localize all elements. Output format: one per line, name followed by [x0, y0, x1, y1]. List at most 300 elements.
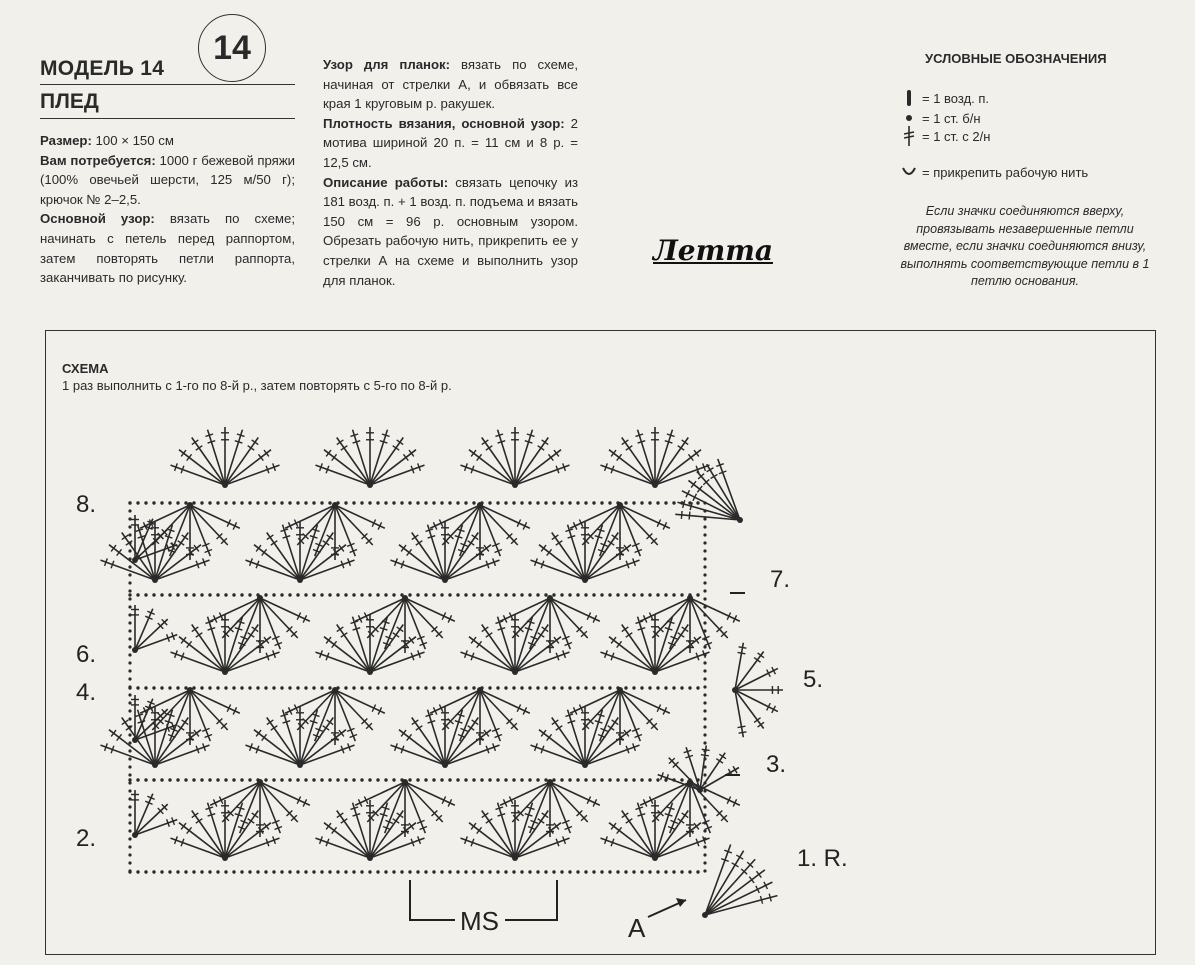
chain-dot	[216, 686, 219, 689]
chain-dot	[576, 686, 579, 689]
chain-dot	[128, 565, 131, 568]
chain-dot	[432, 870, 435, 873]
chain-dot	[448, 593, 451, 596]
chain-dot	[608, 593, 611, 596]
chain-dot	[248, 593, 251, 596]
chain-dot	[696, 686, 699, 689]
chain-dot	[352, 501, 355, 504]
chain-dot	[703, 629, 706, 632]
chain-dot	[384, 686, 387, 689]
chain-dot	[128, 789, 131, 792]
chain-dot	[344, 778, 347, 781]
chain-dot	[128, 573, 131, 576]
chain-dot	[656, 686, 659, 689]
chain-dot	[272, 501, 275, 504]
chain-dot	[703, 525, 706, 528]
chain-dot	[703, 757, 706, 760]
chain-dot	[616, 593, 619, 596]
chain-dot	[520, 593, 523, 596]
chain-dot	[664, 686, 667, 689]
arrow-label: A	[628, 913, 646, 943]
chain-dot	[376, 501, 379, 504]
chain-dot	[592, 686, 595, 689]
chain-dot	[703, 717, 706, 720]
chain-dot	[664, 870, 667, 873]
chain-dot	[128, 693, 131, 696]
chain-dot	[208, 593, 211, 596]
chain-dot	[512, 501, 515, 504]
legend-title: УСЛОВНЫЕ ОБОЗНАЧЕНИЯ	[925, 51, 1107, 66]
chain-dot	[232, 870, 235, 873]
chain-dot	[224, 870, 227, 873]
chain-dot	[240, 501, 243, 504]
chain-dot	[592, 778, 595, 781]
chain-dot	[128, 597, 131, 600]
chain-dot	[512, 686, 515, 689]
chain-dot	[432, 501, 435, 504]
chain-dot	[416, 870, 419, 873]
row-label-2: 2.	[76, 825, 97, 852]
chain-dot	[703, 813, 706, 816]
chain-dot	[703, 589, 706, 592]
legend-note: Если значки соединяются вверху, провязывать незавершенные петли вместе, если значки соединяются внизу, выполнять соответствующие петли в 1 петлю основания.	[900, 204, 1150, 288]
size-paragraph: Размер: 100 × 150 см	[40, 133, 174, 148]
row-label-5: 5.	[803, 666, 824, 693]
chain-dot	[632, 778, 635, 781]
chain-dot	[296, 778, 299, 781]
chain-dot	[703, 829, 706, 832]
chain-dot	[488, 686, 491, 689]
chain-dot	[568, 778, 571, 781]
chain-dot	[352, 870, 355, 873]
chain-dot	[328, 686, 331, 689]
chain-dot	[560, 686, 563, 689]
chain-dot	[128, 797, 131, 800]
chain-dot	[128, 765, 131, 768]
chain-dot	[552, 501, 555, 504]
chain-dot	[144, 593, 147, 596]
chain-dot	[472, 686, 475, 689]
chain-dot	[656, 778, 659, 781]
chain-dot	[440, 686, 443, 689]
chain-dot	[592, 593, 595, 596]
chain-dot	[648, 778, 651, 781]
chain-dot	[320, 686, 323, 689]
chain-dot	[464, 593, 467, 596]
chain-dot	[128, 701, 131, 704]
chain-dot	[136, 686, 139, 689]
chain-dot	[440, 593, 443, 596]
chain-dot	[376, 593, 379, 596]
chain-dot	[696, 593, 699, 596]
chain-dot	[392, 593, 395, 596]
chain-dot	[703, 837, 706, 840]
chain-dot	[128, 593, 131, 596]
chain-dot	[360, 686, 363, 689]
chain-dot	[232, 778, 235, 781]
chain-dot	[328, 593, 331, 596]
chain-dot	[408, 870, 411, 873]
shell-fan-up	[530, 707, 639, 768]
shell-fan-up	[460, 800, 569, 861]
chain-dot	[472, 778, 475, 781]
chain-dot	[608, 778, 611, 781]
shell-fan-up	[460, 427, 569, 488]
chain-dot	[336, 870, 339, 873]
chain-dot	[616, 870, 619, 873]
chain-dot	[288, 501, 291, 504]
chain-dot	[360, 778, 363, 781]
chain-dot	[128, 533, 131, 536]
chain-dot	[392, 870, 395, 873]
chain-dot	[456, 778, 459, 781]
chain-dot	[200, 593, 203, 596]
chain-dot	[480, 593, 483, 596]
row-label-1: 1. R.	[797, 845, 848, 872]
chain-dot	[128, 581, 131, 584]
chain-dot	[224, 501, 227, 504]
chain-dot	[496, 501, 499, 504]
chain-dot	[128, 773, 131, 776]
chain-dot	[703, 645, 706, 648]
chain-dot	[696, 870, 699, 873]
chain-dot	[128, 813, 131, 816]
chain-dot	[496, 686, 499, 689]
chain-dot	[703, 669, 706, 672]
chain-dot	[640, 501, 643, 504]
shell-fan-up	[390, 707, 499, 768]
chain-dot	[128, 669, 131, 672]
chain-dot	[703, 597, 706, 600]
chain-dot	[128, 837, 131, 840]
chain-dot	[488, 593, 491, 596]
chain-dot	[128, 605, 131, 608]
chain-dot	[624, 686, 627, 689]
model-number-badge: 14	[198, 14, 266, 82]
chain-dot	[568, 593, 571, 596]
chain-dot	[416, 501, 419, 504]
chain-dot	[520, 501, 523, 504]
chain-dot	[703, 805, 706, 808]
chain-dot	[280, 686, 283, 689]
chain-dot	[528, 870, 531, 873]
chain-dot	[128, 645, 131, 648]
chain-dot	[608, 501, 611, 504]
chain-dot	[320, 501, 323, 504]
chain-dot	[128, 853, 131, 856]
chain-dot	[624, 778, 627, 781]
chain-dot	[280, 593, 283, 596]
chain-dot	[280, 778, 283, 781]
chain-dot	[128, 685, 131, 688]
chain-dot	[304, 593, 307, 596]
chain-dot	[416, 778, 419, 781]
chain-dot	[448, 870, 451, 873]
chain-dot	[703, 565, 706, 568]
chain-dot	[584, 686, 587, 689]
chain-dot	[384, 501, 387, 504]
chain-dot	[128, 778, 131, 781]
chain-dot	[168, 501, 171, 504]
chain-dot	[376, 778, 379, 781]
chain-dot	[703, 637, 706, 640]
shell-fan-up	[315, 800, 424, 861]
chain-dot	[128, 869, 131, 872]
chain-dot	[600, 778, 603, 781]
chain-dot	[288, 686, 291, 689]
chain-dot	[616, 686, 619, 689]
chain-dot	[176, 870, 179, 873]
chain-dot	[360, 501, 363, 504]
chain-dot	[632, 686, 635, 689]
chain-dot	[424, 501, 427, 504]
chain-dot	[688, 593, 691, 596]
chain-dot	[552, 870, 555, 873]
chain-dot	[656, 501, 659, 504]
chain-dot	[296, 870, 299, 873]
main-pattern-paragraph: Основной узор: вязать по схеме; начинать с петель перед раппортом, затем повторять петли раппорта, заканчивать по рисунку.	[40, 211, 295, 286]
chain-dot	[264, 778, 267, 781]
chain-dot	[216, 501, 219, 504]
chain-dot	[424, 778, 427, 781]
chain-dot	[703, 693, 706, 696]
chain-dot	[496, 870, 499, 873]
chain-dot	[160, 593, 163, 596]
chain-dot	[584, 870, 587, 873]
chain-dot	[536, 686, 539, 689]
chain-dot	[128, 749, 131, 752]
chain-dot	[664, 593, 667, 596]
chain-dot	[240, 870, 243, 873]
chain-dot	[128, 829, 131, 832]
chain-dot	[703, 741, 706, 744]
chain-dot	[456, 593, 459, 596]
chain-dot	[176, 593, 179, 596]
chain-dot	[128, 501, 131, 504]
chain-dot	[688, 778, 691, 781]
chain-dot	[520, 870, 523, 873]
chain-dot	[488, 778, 491, 781]
chain-dot	[248, 501, 251, 504]
chain-dot	[392, 501, 395, 504]
chain-dot	[216, 593, 219, 596]
chain-dot	[560, 778, 563, 781]
chain-dot	[128, 733, 131, 736]
row-label-8: 8.	[76, 491, 97, 518]
chain-dot	[160, 778, 163, 781]
chain-dot	[456, 501, 459, 504]
chain-dot	[568, 870, 571, 873]
chain-dot	[296, 593, 299, 596]
chain-dot	[144, 501, 147, 504]
chain-dot	[360, 593, 363, 596]
chain-dot	[472, 501, 475, 504]
chain-dot	[160, 686, 163, 689]
chain-dot	[152, 501, 155, 504]
chain-dot	[552, 778, 555, 781]
chain-dot	[312, 870, 315, 873]
shell-fan-up	[600, 614, 709, 675]
chain-dot	[448, 686, 451, 689]
chain-dot	[432, 778, 435, 781]
chain-dot	[136, 501, 139, 504]
chain-dot	[200, 686, 203, 689]
chain-dot	[256, 593, 259, 596]
chain-dot	[288, 778, 291, 781]
chain-dot	[703, 501, 706, 504]
row-label-3: 3.	[766, 751, 787, 778]
chain-dot	[552, 686, 555, 689]
shell-fan-up	[100, 707, 209, 768]
chain-dot	[328, 501, 331, 504]
chain-dot	[703, 549, 706, 552]
chain-dot	[703, 853, 706, 856]
chain-dot	[464, 686, 467, 689]
chain-dot	[432, 593, 435, 596]
chain-dot	[352, 686, 355, 689]
chain-dot	[248, 778, 251, 781]
chain-dot	[240, 686, 243, 689]
chain-dot	[368, 870, 371, 873]
chain-dot	[232, 686, 235, 689]
shell-fan-up	[530, 522, 639, 583]
chain-dot	[336, 778, 339, 781]
chain-dot	[128, 541, 131, 544]
shell-fan-up	[245, 522, 354, 583]
scheme-title: СХЕМА	[62, 361, 109, 376]
chain-dot	[264, 501, 267, 504]
chain-dot	[184, 593, 187, 596]
chain-dot	[472, 870, 475, 873]
chain-dot	[168, 593, 171, 596]
work-description-paragraph: Описание работы: связать цепочку из 181 возд. п. + 1 возд. п. подъема и вязать 150 см = 96 р. основным узором. Обрезать рабочую нить, прикрепить ее у стрелки А на схеме и выполнить узор для планок.	[323, 174, 578, 288]
chain-dot	[480, 778, 483, 781]
chain-dot	[504, 870, 507, 873]
chain-dot	[480, 870, 483, 873]
chain-dot	[400, 870, 403, 873]
chain-dot	[128, 741, 131, 744]
chain-dot	[128, 677, 131, 680]
chain-dot	[584, 501, 587, 504]
chain-dot	[528, 778, 531, 781]
chain-dot	[400, 778, 403, 781]
chain-dot	[368, 778, 371, 781]
chain-dot	[408, 501, 411, 504]
chain-dot	[672, 870, 675, 873]
chain-dot	[640, 870, 643, 873]
chain-dot	[624, 870, 627, 873]
chain-dot	[144, 686, 147, 689]
chain-dot	[312, 593, 315, 596]
materials-paragraph: Вам потребуется: 1000 г бежевой пряжи (100% овечьей шерсти, 125 м/50 г); крючок № 2–2,5.	[40, 152, 296, 207]
chain-dot	[560, 870, 563, 873]
chain-dot	[320, 778, 323, 781]
chain-dot	[703, 701, 706, 704]
chain-dot	[400, 593, 403, 596]
chain-dot	[232, 501, 235, 504]
chain-dot	[312, 501, 315, 504]
chain-dot	[304, 686, 307, 689]
chain-dot	[368, 593, 371, 596]
chain-dot	[544, 778, 547, 781]
shell-fan-up	[315, 614, 424, 675]
chain-dot	[504, 686, 507, 689]
chain-dot	[536, 778, 539, 781]
chain-dot	[648, 501, 651, 504]
chain-dot	[600, 501, 603, 504]
chain-dot	[648, 870, 651, 873]
chain-dot	[408, 593, 411, 596]
chain-dot	[432, 686, 435, 689]
chain-dot	[328, 778, 331, 781]
chain-dot	[703, 605, 706, 608]
chain-dot	[128, 709, 131, 712]
chain-dot	[192, 593, 195, 596]
chain-dot	[672, 501, 675, 504]
legend-item: = 1 ст. б/н	[900, 108, 981, 128]
chain-dot	[512, 870, 515, 873]
item-title: ПЛЕД	[40, 90, 99, 113]
chain-dot	[320, 870, 323, 873]
chain-dot	[208, 870, 211, 873]
chain-dot	[384, 870, 387, 873]
chain-dot	[680, 593, 683, 596]
chain-dot	[168, 686, 171, 689]
chain-dot	[216, 778, 219, 781]
chain-dot	[128, 589, 131, 592]
chain-dot	[176, 686, 179, 689]
chain-dot	[576, 501, 579, 504]
chain-dot	[128, 509, 131, 512]
chain-dot	[680, 686, 683, 689]
chain-dot	[703, 733, 706, 736]
chain-dot	[184, 870, 187, 873]
chain-dot	[624, 593, 627, 596]
repeat-label: MS	[460, 906, 499, 936]
chain-dot	[592, 501, 595, 504]
chain-dot	[703, 869, 706, 872]
chain-dot	[128, 637, 131, 640]
chain-dot	[424, 593, 427, 596]
scheme-subtitle: 1 раз выполнить с 1-го по 8-й р., затем повторять с 5-го по 8-й р.	[62, 378, 452, 393]
chain-dot	[128, 805, 131, 808]
chain-dot	[576, 778, 579, 781]
arrow-head-icon	[676, 898, 686, 907]
chain-dot	[400, 686, 403, 689]
chain-dot	[656, 870, 659, 873]
chain-dot	[703, 709, 706, 712]
shell-fan-up	[390, 522, 499, 583]
chain-dot	[184, 501, 187, 504]
chain-dot	[528, 501, 531, 504]
chain-dot	[296, 501, 299, 504]
chain-dot	[616, 501, 619, 504]
chain-dot	[528, 593, 531, 596]
chain-dot	[152, 686, 155, 689]
chain-dot	[288, 870, 291, 873]
chain-dot	[528, 686, 531, 689]
chain-dot	[344, 501, 347, 504]
model-title: МОДЕЛЬ 14	[40, 57, 165, 80]
chain-dot	[703, 765, 706, 768]
chain-dot	[703, 677, 706, 680]
chain-dot	[192, 870, 195, 873]
chain-dot	[703, 613, 706, 616]
chain-dot	[703, 821, 706, 824]
shell-fan-up	[170, 427, 279, 488]
chain-dot	[272, 593, 275, 596]
chain-dot	[128, 757, 131, 760]
